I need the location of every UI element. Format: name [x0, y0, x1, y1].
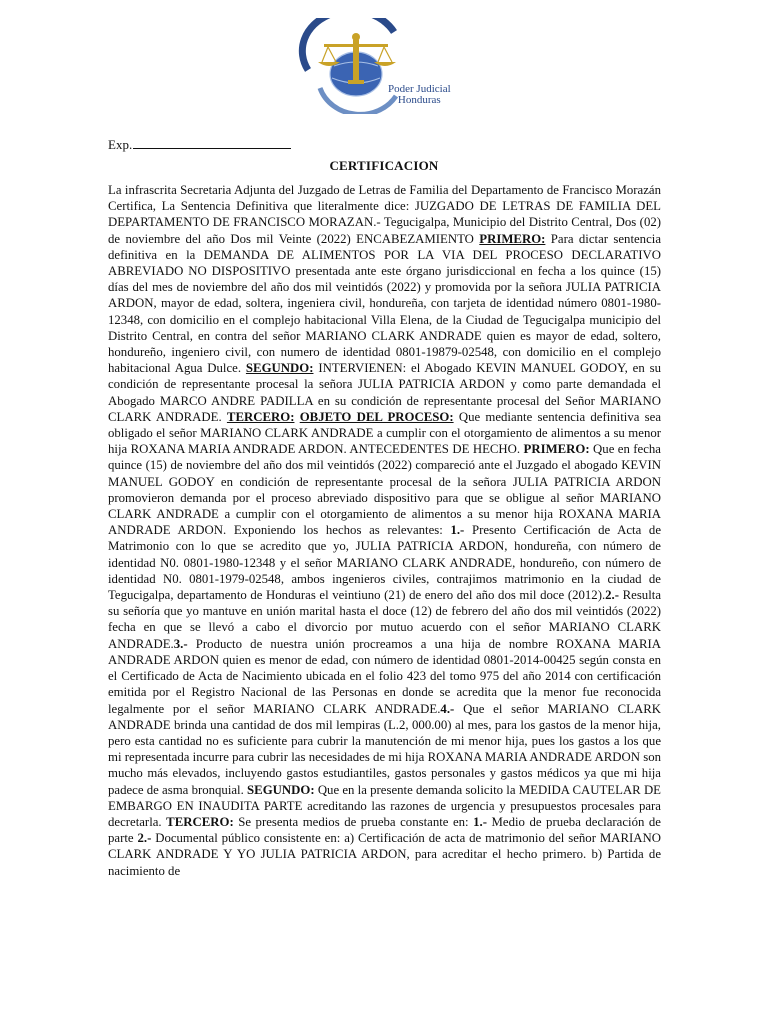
- text-segment: Que en fecha quince (15) de noviembre del año dos mil veintidós (2022) compareció ante el Juzgado el abogado KEVIN MANUEL GODOY en condición de representante procesal de la señora JULIA PATRICIA ARDON promovieron demanda por el proceso abreviado dispositivo para que se obligue al señor MARIANO CLARK ANDRADE a cumplir con el otorgamiento de alimentos a su menor hija ROXANA MARIA ANDRADE ARDON. Exponiendo los hechos as relevantes:: [108, 442, 661, 538]
- heading-tercero: TERCERO:: [226, 409, 295, 424]
- text-segment: INTERVIENEN: el Abogado KEVIN MANUEL GODOY, en su condición de representante procesal la señora JULIA PATRICIA ARDON y como parte demandada el Abogado MARCO ANDRE PADILLA en su condición de representante procesal del Señor MARIANO CLARK ANDRADE.: [108, 361, 661, 424]
- text-segment: Que en la presente demanda solicito la MEDIDA CAUTELAR DE EMBARGO EN INAUDITA PARTE acreditando las razones de urgencia y presupuestos procesales para decretarla.: [108, 782, 662, 829]
- numbering-4: 4.-: [440, 701, 455, 716]
- text-segment: La infrascrita Secretaria Adjunta del Juzgado de Letras de Familia del Departamento de Francisco Morazán Certifica, La Sentencia Definitiva que literalmente dice: JUZGADO DE LETRAS DE FAMILIA DEL DEPARTAMENTO DE FRANCISCO MORAZAN.- Tegucigalpa, Municipio del Distrito Central, Dos (02) de noviembre del año Dos mil Veinte (2022) ENCABEZAMIENTO: [108, 183, 661, 246]
- heading-primero: PRIMERO:: [479, 231, 546, 246]
- text-segment: Para dictar sentencia definitiva en la DEMANDA DE ALIMENTOS POR LA VIA DEL PROCESO DECLARATIVO ABREVIADO NO DISPOSITIVO presentada ante este órgano jurisdiccional en fecha a los quince (15) días del mes de noviembre del año dos mil veintidós (2022) y promovida por la señora JULIA PATRICIA ARDON, mayor de edad, soltera, ingeniera civil, hondureña, con tarjeta de identidad número 0801-1980-12348, con domicilio en el complejo habitacional Villa Elena, de la Ciudad de Tegucigalpa municipio del Distrito Central, en contra del señor MARIANO CLARK ANDRADE quien es mayor de edad, soltero, hondureño, ingeniero civil, con numero de identidad 0801-19879-02548, con domicilio en el complejo habitacional Agua Dulce.: [108, 231, 661, 376]
- heading-objeto-del-proceso: OBJETO DEL PROCESO:: [299, 409, 454, 424]
- numbering-3: 3.-: [173, 636, 188, 651]
- text-segment: Se presenta medios de prueba constante en:: [233, 814, 474, 829]
- text-segment: Resulta su señoría que yo mantuve en unión marital hasta el doce (12) de febrero del año dos mil veintidós (2022) fecha en que se llevó a cabo el divorcio por mutuo acuerdo con el señor MARIANO CLARK ANDRADE.: [108, 588, 661, 651]
- text-segment: Medio de prueba declaración de parte: [108, 814, 661, 846]
- heading-primero-antecedentes: PRIMERO:: [523, 442, 590, 457]
- numbering-prueba-1: 1.-: [473, 814, 487, 829]
- document-title: CERTIFICACION: [329, 158, 439, 173]
- numbering-2: 2.-: [605, 588, 620, 603]
- heading-tercero-prueba: TERCERO:: [166, 814, 234, 829]
- expediente-blank-line: [133, 136, 291, 149]
- numbering-1: 1.-: [450, 523, 465, 538]
- text-segment: Presento Certificación de Acta de Matrimonio con lo que se acredito que yo, JULIA PATRICIA ARDON, hondureña, con número de identidad N0. 0801-1980-12348 y el señor MARIANO CLARK ANDRADE, hondureño, con número de identidad N0. 0801-1979-02548, ambos ingenieros civiles, contrajimos matrimonio en la ciudad de Tegucigalpa, departamento de Honduras el veintiuno (21) de enero del año dos mil doce (2012).: [108, 523, 661, 603]
- document-body: [108, 182, 661, 879]
- logo-line-2: Honduras: [397, 94, 441, 106]
- text-segment: Producto de nuestra unión procreamos a una hija de nombre ROXANA MARIA ANDRADE ARDON quien es menor de edad, con número de identidad 0801-2014-00425 según consta en el Certificado de Acta de Nacimiento ubicada en el folio 423 del tomo 975 del año 2014 con certificación emitida por el Registro Nacional de las Personas en donde se acredita que la menor fue reconocida legalmente por el señor MARIANO CLARK ANDRADE.: [108, 636, 661, 716]
- logo-line-1: Poder Judicial: [388, 83, 451, 95]
- text-segment: Que el señor MARIANO CLARK ANDRADE brinda una cantidad de dos mil lempiras (L.2, 000.00) al mes, para los gastos de la menor hija, pero esta cantidad no es suficiente para cubrir la manutención de mi menor hija, pues los gastos a los que mi representada incurre para cubrir las necesidades de mi hija ROXANA MARIA ANDRADE ARDON son mucho más elevados, incluyendo gastos estudiantiles, gastos personales y gastos médicos ya que mi hija padece de asma bronquial.: [108, 701, 661, 797]
- text-segment: Documental público consistente en: a) Certificación de acta de matrimonio del señor MARIANO CLARK ANDRADE Y YO JULIA PATRICIA ARDON, para acreditar el hecho primero. b) Partida de nacimiento de: [108, 831, 661, 878]
- heading-segundo: SEGUNDO:: [245, 361, 314, 376]
- logo-wordmark: [388, 84, 451, 106]
- expediente-field: [108, 136, 291, 153]
- heading-segundo-medida: SEGUNDO:: [247, 782, 315, 797]
- expediente-label: Exp.: [108, 137, 133, 152]
- text-segment: Que mediante sentencia definitiva sea obligado el señor MARIANO CLARK ANDRADE a cumplir con el otorgamiento de alimentos a su menor hija ROXANA MARIA ANDRADE ARDON. ANTECEDENTES DE HECHO.: [108, 409, 661, 457]
- numbering-prueba-2: 2.-: [137, 831, 152, 846]
